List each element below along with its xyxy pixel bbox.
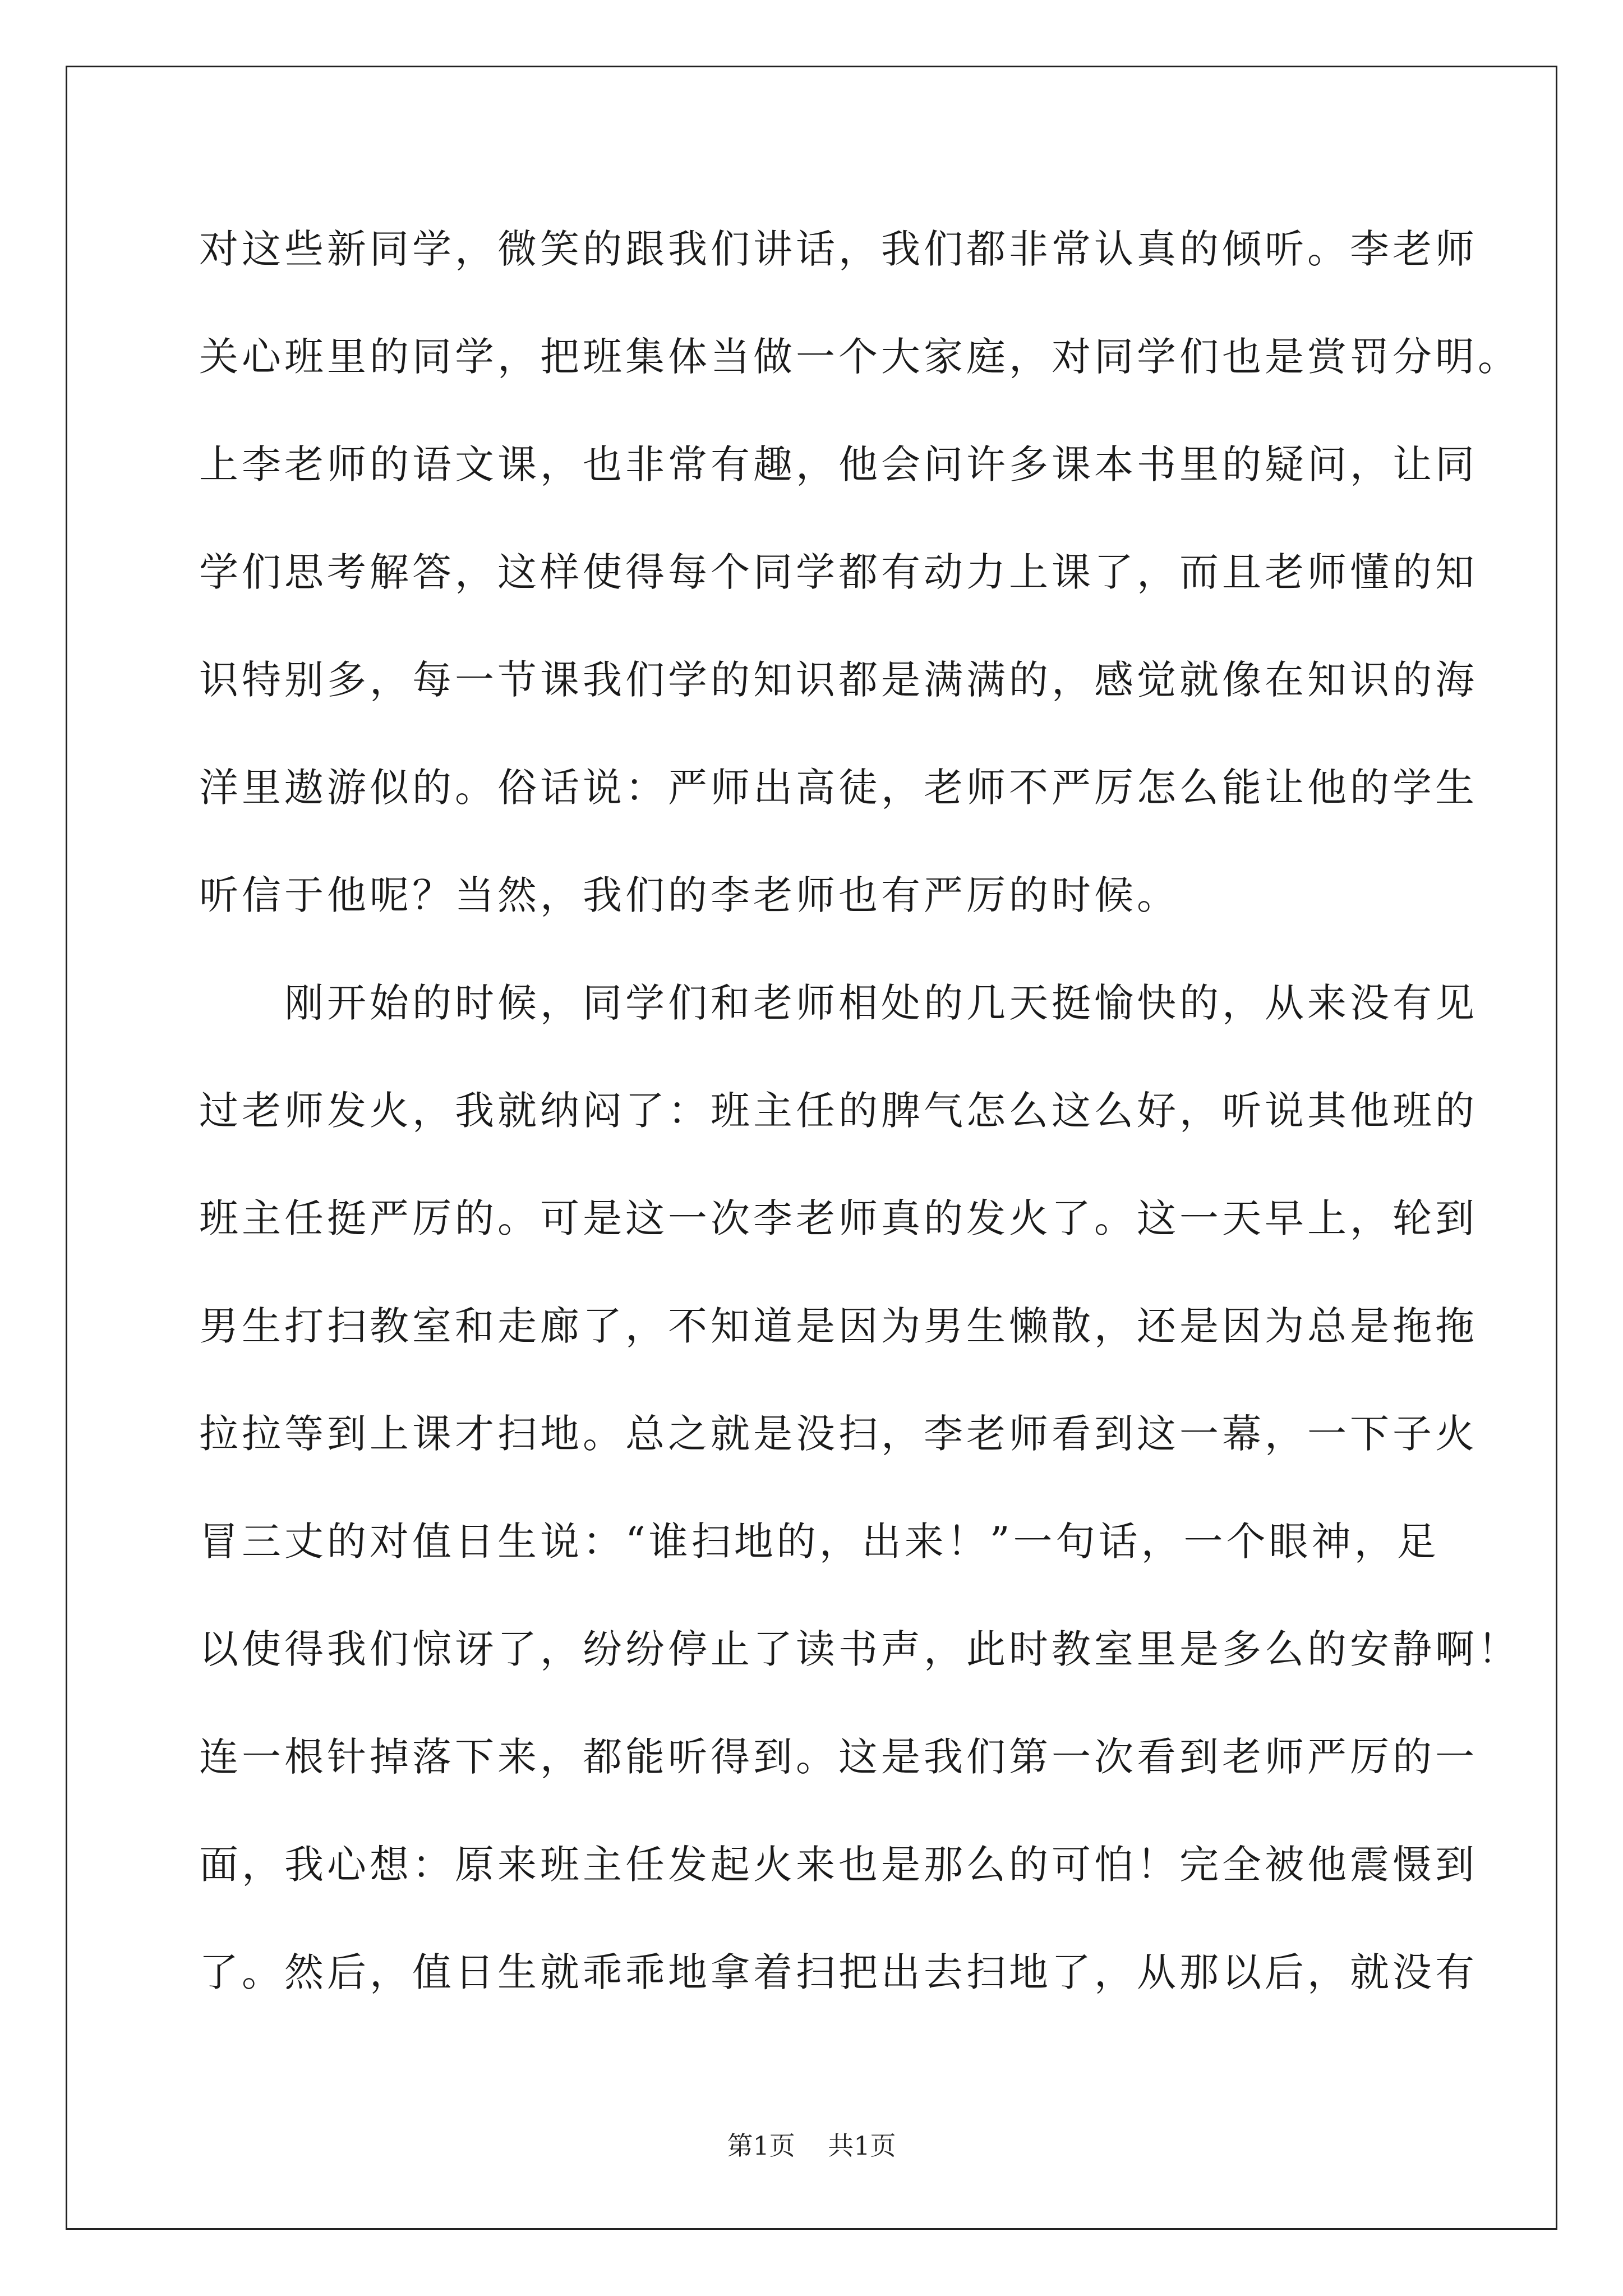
text-line: 过老师发火，我就纳闷了：班主任的脾气怎么这么好，听说其他班的 <box>199 1088 1478 1134</box>
text-line: 拉拉等到上课才扫地。总之就是没扫，李老师看到这一幕，一下子火 <box>199 1411 1478 1457</box>
text-line: 以使得我们惊讶了，纷纷停止了读书声，此时教室里是多么的安静啊！ <box>199 1626 1520 1672</box>
text-line: 关心班里的同学，把班集体当做一个大家庭，对同学们也是赏罚分明。 <box>199 334 1520 380</box>
text-line: 冒三丈的对值日生说：“谁扫地的，出来！”一句话，一个眼神，足 <box>199 1519 1440 1565</box>
text-line: 对这些新同学，微笑的跟我们讲话，我们都非常认真的倾听。李老师 <box>199 226 1478 272</box>
text-line: 识特别多，每一节课我们学的知识都是满满的，感觉就像在知识的海 <box>199 657 1478 703</box>
text-line: 面，我心想：原来班主任发起火来也是那么的可怕！完全被他震慑到 <box>199 1842 1478 1888</box>
text-line: 连一根针掉落下来，都能听得到。这是我们第一次看到老师严厉的一 <box>199 1734 1478 1780</box>
text-line: 上李老师的语文课，也非常有趣，他会问许多课本书里的疑问，让同 <box>199 441 1478 487</box>
text-line: 洋里遨游似的。俗话说：严师出高徒，老师不严厉怎么能让他的学生 <box>199 765 1478 811</box>
text-line: 班主任挺严厉的。可是这一次李老师真的发火了。这一天早上，轮到 <box>199 1195 1478 1241</box>
text-line: 刚开始的时候，同学们和老师相处的几天挺愉快的，从来没有见 <box>284 980 1478 1026</box>
text-line: 了。然后，值日生就乖乖地拿着扫把出去扫地了，从那以后，就没有 <box>199 1949 1478 1995</box>
page-footer: 第1页 共1页 <box>727 2131 896 2161</box>
text-line: 听信于他呢？当然，我们的李老师也有严厉的时候。 <box>199 872 1179 918</box>
text-line: 男生打扫教室和走廊了，不知道是因为男生懒散，还是因为总是拖拖 <box>199 1303 1478 1349</box>
document-body <box>199 215 1520 2046</box>
text-line: 学们思考解答，这样使得每个同学都有动力上课了，而且老师懂的知 <box>199 549 1478 595</box>
